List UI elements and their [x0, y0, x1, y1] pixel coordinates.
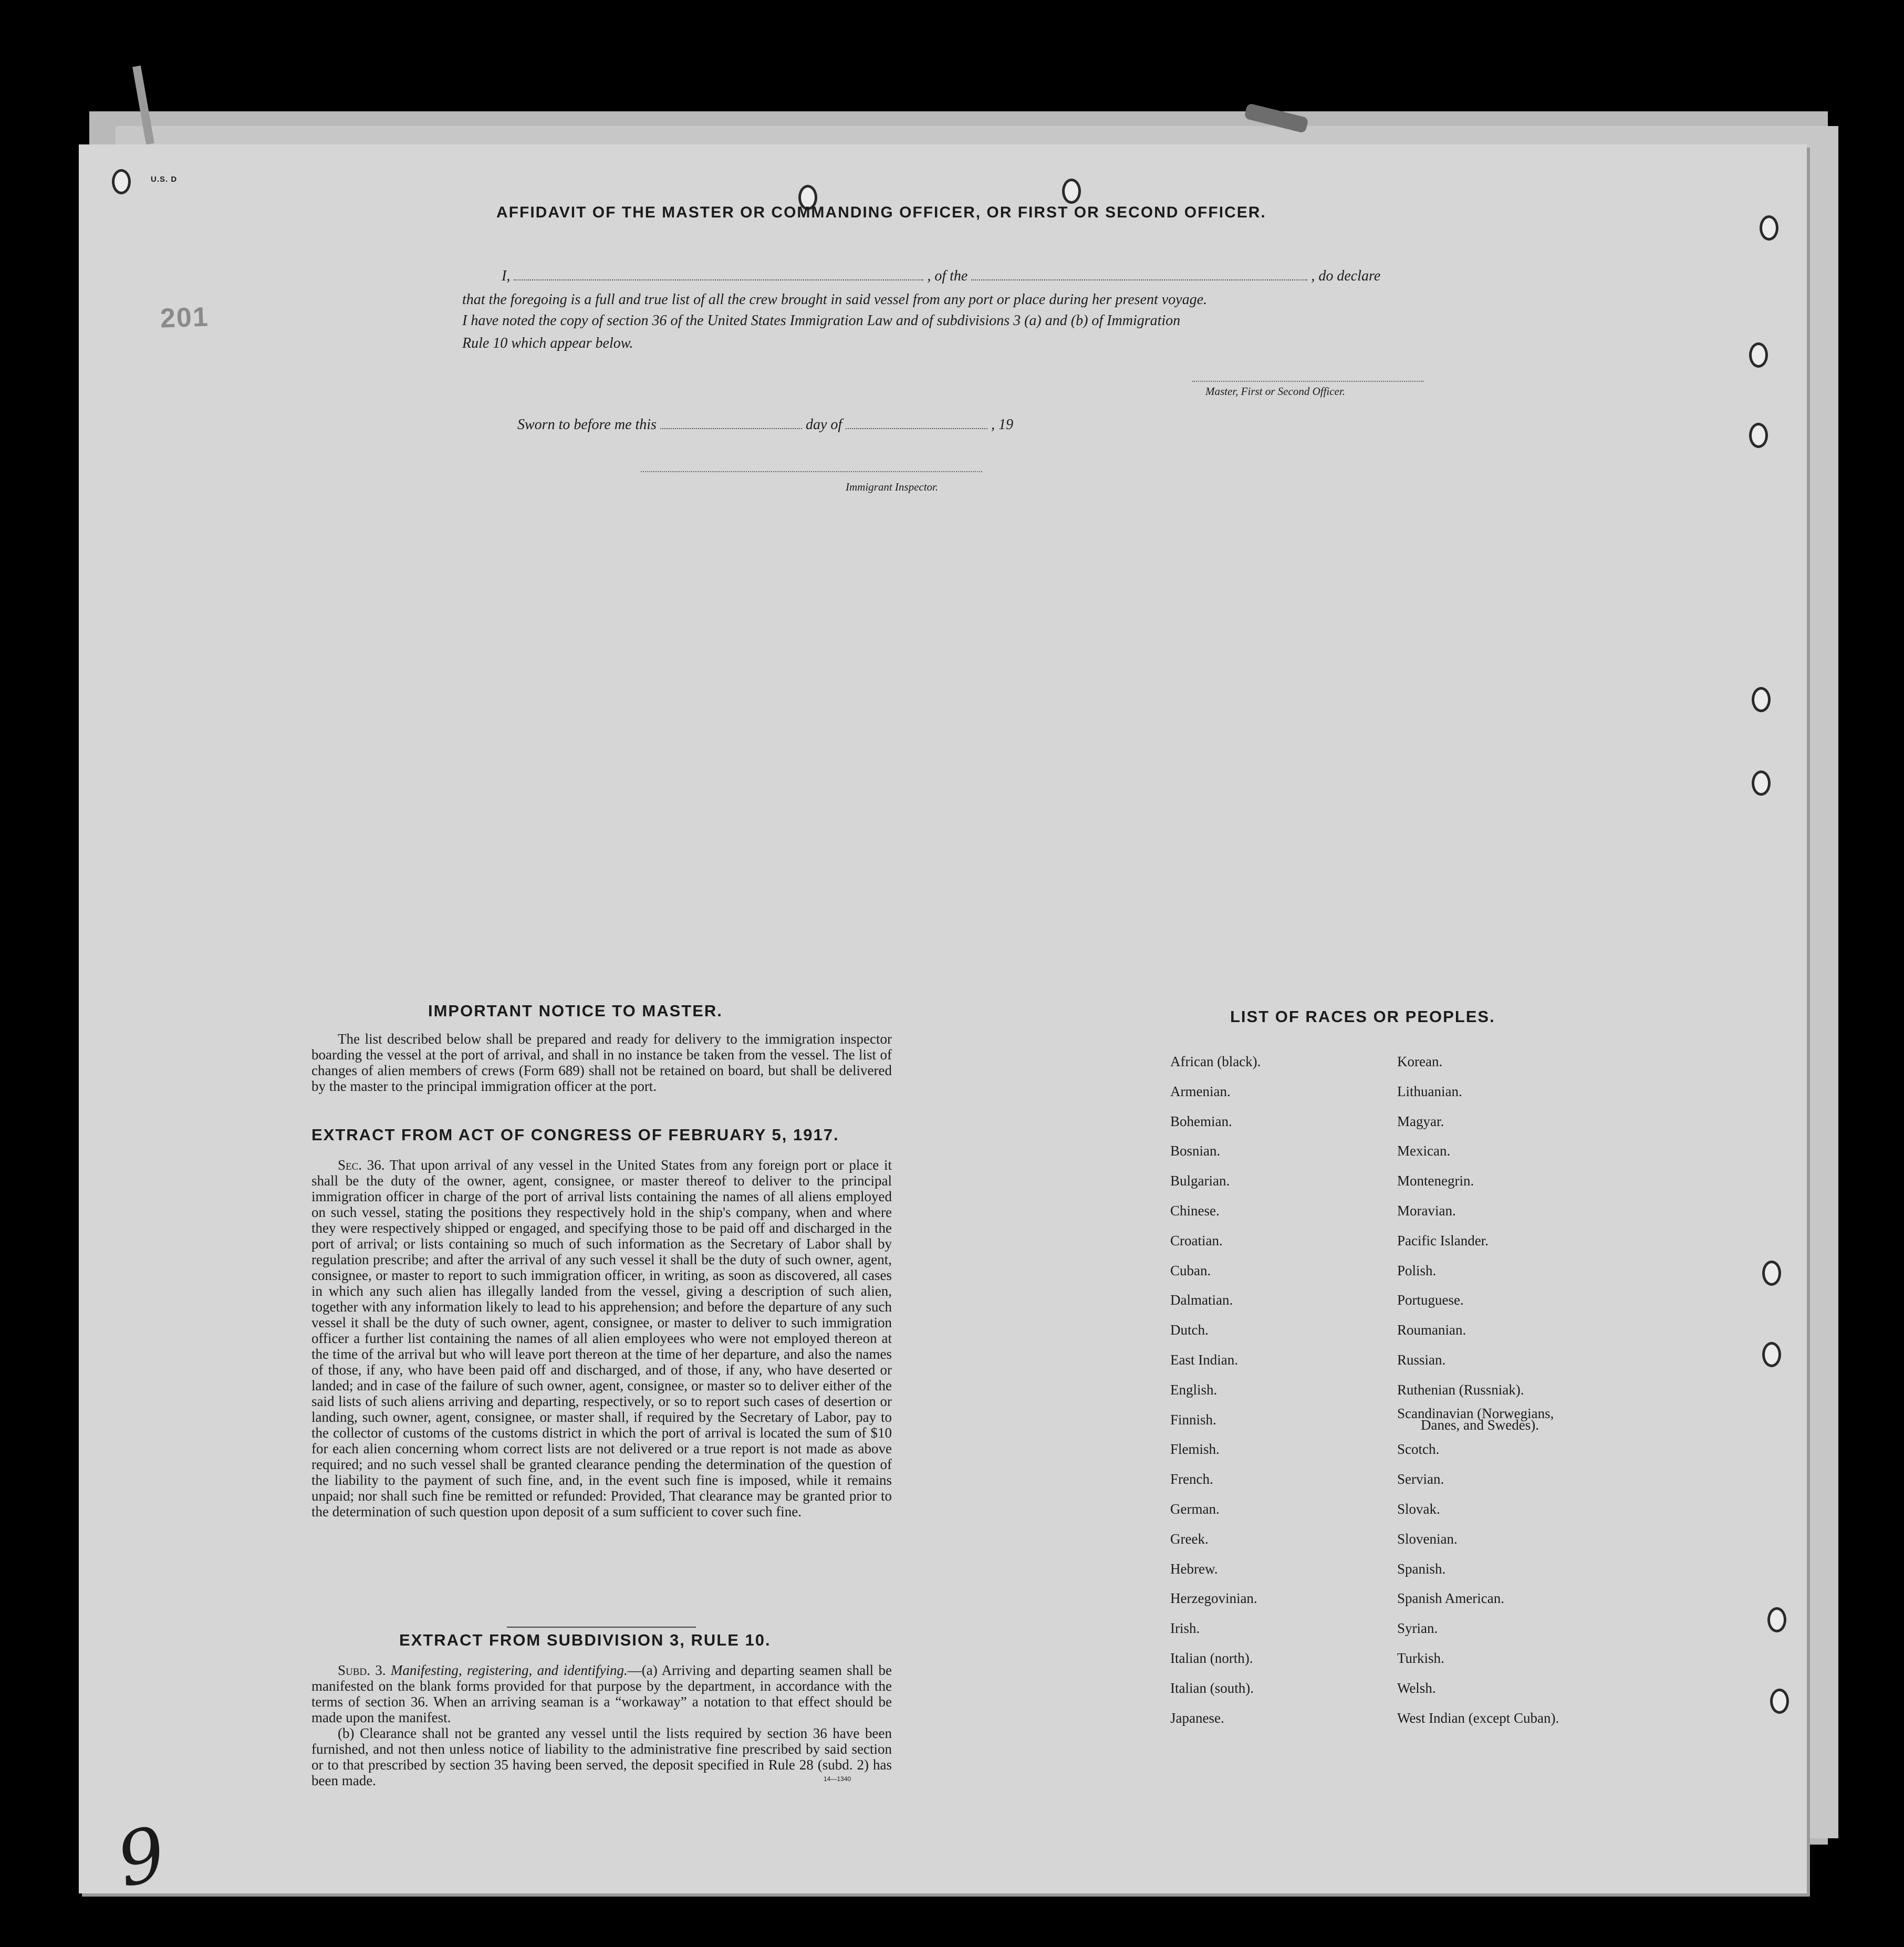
- race-item: African (black).: [1170, 1054, 1261, 1069]
- race-item: Slovenian.: [1397, 1531, 1458, 1547]
- race-item: Turkish.: [1397, 1650, 1444, 1666]
- race-item: Scotch.: [1397, 1441, 1440, 1457]
- rule-paragraph-b: (b) Clearance shall not be granted any vessel until the lists required by section 36 have been furnished, and not then unless notice of liability to the administrative fine prescribed by said section or to that prescribed by section 35 having been served, the deposit specified in Rule 28 (subd. 2) has been made.: [311, 1725, 892, 1788]
- act-section-text: That upon arrival of any vessel in the United States from any foreign port or place it shall be the duty of the owner, agent, consignee, or master thereof to deliver to the principal immigration officer in charge of the port of arrival lists containing the names of all aliens employed on such vessel, stating the positions they respectively hold in the ship's company, when and where they were respectively shipped or engaged, and specifying those to be paid off and discharged in the port of arrival; or lists containing so much of such information as the Secretary of Labor shall by regulation prescribe; and after the arrival of any such vessel it shall be the duty of such owner, agent, consignee, or master to report to such immigration officer, in writing, as soon as discovered, all cases in which any such alien has illegally landed from the vessel, giving a description of such alien, together with any information likely to lead to his apprehension; and before the departure of any such vessel it shall be the duty of such owner, agent, consignee, or master to deliver to such immigration officer a further list containing the names of all alien employees who were not employed thereon at the time of the arrival but who will leave port thereon at the time of her departure, and also the names of those, if any, who have been paid off and discharged, and of those, if any, who have deserted or landed; and in case of the failure of such owner, agent, consignee, or master so to deliver either of the said lists of such aliens arriving and departing, respectively, or so to report such cases of desertion or landing, such owner, agent, consignee, or master shall, if required by the Secretary of Labor, pay to the collector of customs of the customs district in which the port of arrival is located the sum of $10 for each alien concerning whom correct lists are not delivered or a true report is not made as above required; and no such vessel shall be granted clearance pending the determination of the question of the liability to the payment of such fine, and, in the event such fine is imposed, while it remains unpaid; nor shall such fine be remitted or refunded: Provided, That clearance may be granted prior to the determination of such question upon deposit of a sum sufficient to cover such fine.: [311, 1157, 892, 1519]
- race-item: Welsh.: [1397, 1680, 1436, 1696]
- rule-para-a-text: —(a) Arriving and departing seamen shall be manifested on the blank forms provided for that purpose by the department, in accordance with the terms of section 36. When an arriving seaman is a “workaway” a notation to that effect should be made upon the manifest.: [311, 1662, 892, 1725]
- affidavit-line-1: [502, 268, 1380, 285]
- inspector-signature-line[interactable]: [641, 471, 982, 472]
- race-item: Bosnian.: [1170, 1143, 1221, 1159]
- sworn-year-label: , 19: [991, 417, 1014, 433]
- race-item: Syrian.: [1397, 1620, 1438, 1636]
- race-item: Italian (north).: [1170, 1650, 1253, 1666]
- affidavit-line-4: Rule 10 which appear below.: [462, 335, 633, 351]
- race-item: Greek.: [1170, 1531, 1209, 1547]
- form-code: 14—1340: [824, 1775, 851, 1783]
- act-paragraph: [311, 1157, 892, 1519]
- race-item: Italian (south).: [1170, 1680, 1254, 1696]
- race-item: Servian.: [1397, 1471, 1444, 1487]
- affidavit-line-2: that the foregoing is a full and true list of all the crew brought in said vessel from any port or place during her present voyage.: [462, 291, 1208, 308]
- race-item: Russian.: [1397, 1352, 1446, 1368]
- race-item: Armenian.: [1170, 1084, 1231, 1099]
- sworn-label: Sworn to before me this: [517, 417, 657, 433]
- punch-hole-icon: [1749, 342, 1768, 368]
- sworn-day-field[interactable]: [660, 428, 802, 429]
- affidavit-declarant-label: I,: [502, 268, 511, 284]
- rule-paragraph-a: [311, 1662, 892, 1725]
- punch-hole-icon: [1767, 1607, 1786, 1632]
- race-item: Magyar.: [1397, 1113, 1444, 1129]
- rule-title: EXTRACT FROM SUBDIVISION 3, RULE 10.: [399, 1631, 771, 1649]
- race-item: Korean.: [1397, 1054, 1443, 1069]
- race-item: Dutch.: [1170, 1322, 1209, 1338]
- race-item: English.: [1170, 1382, 1218, 1398]
- race-item: Croatian.: [1170, 1233, 1223, 1248]
- document-page: [79, 144, 1807, 1893]
- race-item: Cuban.: [1170, 1263, 1211, 1278]
- punch-hole-icon: [1770, 1689, 1789, 1714]
- section-divider: [507, 1627, 696, 1628]
- affidavit-vessel-label: , of the: [927, 268, 968, 284]
- race-item: Spanish American.: [1397, 1590, 1504, 1606]
- notice-body: [311, 1031, 892, 1094]
- race-item: West Indian (except Cuban).: [1397, 1710, 1559, 1726]
- rule-body: [311, 1662, 892, 1788]
- sworn-day-label: day of: [805, 417, 842, 433]
- race-item: Ruthenian (Russniak).: [1397, 1382, 1524, 1398]
- race-item: Portuguese.: [1397, 1292, 1464, 1308]
- notice-title: IMPORTANT NOTICE TO MASTER.: [428, 1002, 723, 1020]
- race-item: East Indian.: [1170, 1352, 1238, 1368]
- stamp-number: 201: [160, 301, 210, 334]
- race-item: Bohemian.: [1170, 1113, 1232, 1129]
- race-item: Mexican.: [1397, 1143, 1451, 1159]
- race-item: Japanese.: [1170, 1710, 1224, 1726]
- races-title: LIST OF RACES OR PEOPLES.: [1230, 1007, 1495, 1026]
- punch-hole-icon: [1752, 687, 1771, 712]
- race-item: Irish.: [1170, 1620, 1200, 1636]
- master-signature-line[interactable]: [1192, 381, 1423, 382]
- race-item: Roumanian.: [1397, 1322, 1466, 1338]
- race-item: Finnish.: [1170, 1412, 1216, 1428]
- race-item: German.: [1170, 1501, 1220, 1517]
- race-item-continuation: Danes, and Swedes).: [1421, 1417, 1539, 1433]
- race-item: Slovak.: [1397, 1501, 1440, 1517]
- race-item: Herzegovinian.: [1170, 1590, 1257, 1606]
- punch-hole-icon: [1762, 1261, 1781, 1286]
- act-title: EXTRACT FROM ACT OF CONGRESS OF FEBRUARY 5, 1917.: [311, 1126, 839, 1144]
- race-item: Montenegrin.: [1397, 1173, 1474, 1189]
- punch-hole-icon: [1752, 771, 1771, 796]
- race-item: Polish.: [1397, 1263, 1437, 1278]
- inspector-label: Immigrant Inspector.: [846, 481, 939, 493]
- punch-hole-icon: [1760, 215, 1778, 241]
- master-label: Master, First or Second Officer.: [1205, 385, 1345, 398]
- race-item: Bulgarian.: [1170, 1173, 1230, 1189]
- race-item: Spanish.: [1397, 1561, 1446, 1577]
- race-item: Moravian.: [1397, 1203, 1456, 1219]
- handwritten-number: 9: [110, 1810, 174, 1904]
- punch-hole-icon: [1762, 1342, 1781, 1367]
- punch-hole-icon: [1749, 423, 1768, 448]
- race-item: Lithuanian.: [1397, 1084, 1462, 1099]
- affidavit-line-3: I have noted the copy of section 36 of the United States Immigration Law and of subdivisions 3 (a) and (b) of Immigration: [462, 313, 1181, 329]
- race-item: Hebrew.: [1170, 1561, 1218, 1577]
- notice-paragraph: The list described below shall be prepared and ready for delivery to the immigration inspector boarding the vessel at the port of arrival, and shall in no instance be taken from the vessel. The list of changes of alien members of crews (Form 689) shall not be retained on board, but shall be delivered by the master to the principal immigration officer at the port.: [311, 1031, 892, 1094]
- punch-hole-icon: [1062, 179, 1081, 204]
- sworn-line: [517, 417, 1013, 433]
- race-item: French.: [1170, 1471, 1213, 1487]
- declarant-field[interactable]: [514, 279, 923, 280]
- punch-hole-icon: [112, 169, 131, 194]
- rule-subd-lead: Subd. 3.: [338, 1662, 386, 1678]
- race-item: Dalmatian.: [1170, 1292, 1233, 1308]
- corner-mark: U.S. D: [151, 175, 178, 184]
- act-section-lead: Sec. 36.: [338, 1157, 385, 1173]
- affidavit-declare-label: , do declare: [1311, 268, 1381, 284]
- act-body: [311, 1157, 892, 1519]
- affidavit-title: AFFIDAVIT OF THE MASTER OR COMMANDING OFFICER, OR FIRST OR SECOND OFFICER.: [496, 204, 1266, 221]
- rule-subd-heading: Manifesting, registering, and identifying.: [390, 1662, 628, 1678]
- race-item: Chinese.: [1170, 1203, 1220, 1219]
- race-item: Pacific Islander.: [1397, 1233, 1489, 1248]
- sworn-month-field[interactable]: [846, 428, 987, 429]
- race-item: Flemish.: [1170, 1441, 1220, 1457]
- race-item: Scandinavian (Norwegians,: [1397, 1405, 1554, 1421]
- vessel-field[interactable]: [971, 279, 1307, 280]
